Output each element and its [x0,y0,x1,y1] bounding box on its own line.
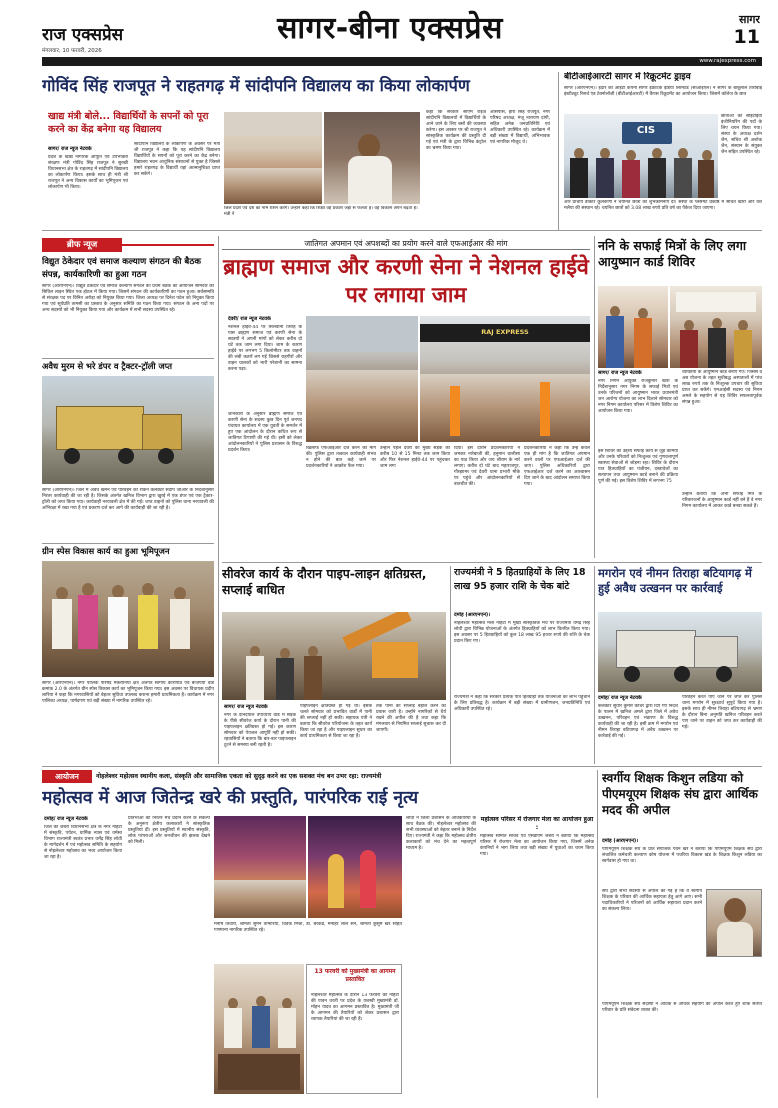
ayushman-headline: ननि के सफाई मित्रों के लिए लगा आयुष्मान कार्ड शिविर [598,238,747,269]
cis-logo-text: CIS [636,125,656,136]
mahotsav-kicker: नोहलेश्वर महोत्सव स्थानीय कला, संस्कृति और सामाजिक एकता को सुदृढ़ करने का एक सशक्त मंच बन उभर रहा: राज्यमंत्री [96,773,382,780]
cm-visit-body: नोहलेश्वर महोत्सव के दौरान 13 फरवरी को नोहटा की पावन धरती पर प्रदेश के यशस्वी मुख्यमंत्री डॉ. मोहन यादव का आगमन प्रस्तावित है। मुख्यमंत्री जी के आगमन की तैयारियों को लेकर प्रशासन द्वारा व्यापक तैयारियां की जा रही हैं। [311,993,399,1022]
shikshak-portrait [706,889,762,957]
mahotsav-photo-stage [214,816,306,918]
brief-headline-1: विद्युत ठेकेदार एवं समाज कल्याण संगठन की बैठक संपन्न, कार्यकारिणी का हुआ गठन [42,257,201,280]
mahotsav-label: आयोजन [42,770,92,783]
employment-box [480,816,594,1094]
sewer-photo [222,612,446,700]
magron-body-2: परिवहन करते पाए जाने पर जप्त कर पुलिस थाना मगरोन में सुरक्षार्थ सुपुर्द किया गया है। इसके साथ ही नीमन तिराहा बटियागढ़ से भ्रमण के दौरान बिना अनुमति खनिज परिवहन करते पाए जाने पर वाहन को जप्त कर कार्यवाही की गई। [682,695,762,730]
ayushman-byline: सागर/ राज न्यूज नेटवर्क [598,370,642,376]
lead-body-4: आसपास, हीरा सिंह राजपूत, नगर परिषद अध्यक्ष, मंजू नारायण दांगी, सहित अनेक जनप्रतिनिधि एवं अधिकारी उपस्थित रहे। कार्यक्रम में बड़ी संख्या में विद्यार्थी, अभिभावक एवं नागरिक मौजूद थे। [490,110,550,145]
sewer-body-1: नगर के दीनदयाल उपाध्याय वार्ड में सड़क के पीछे सीवरेज कार्य के दौरान पानी की पाइपलाइन क्षतिग्रस्त हो गई। इस कारण सोमवार को पेयजल आपूर्ति नहीं हो सकी। रहवासियों ने बताया कि बार-बार पाइपलाइन टूटने से समस्या बनी रहती है। [224,713,296,748]
rajya-byline: दमोह (आरएनएन)। [454,612,491,618]
lead-body-2: सांदीपनि विद्यालय के लोकार्पण के अवसर पर मंत्री श्री राजपूत ने कहा कि यह सांदीपनि विद्यालय विद्यार्थियों के सपनों को पूरा करने का केंद्र बनेगा। विद्यालय भवन आधुनिक संसाधनों से युक्त है जिससे हमारे राहतगढ़ के विद्यार्थी यहां आत्मानुशिक्षा प्राप्त कर सकेंगे। [134,142,220,177]
center-byline: देवरी/ राज न्यूज नेटवर्क [228,316,271,322]
lead-photo-stage [224,112,322,204]
recruitment-footer: और प्राचार्य डॉक्टर कुलकर्णी ने चयनित छात्रों को शुभकामनाएँ दी। संस्था के प्लेसमेंट प्रकोष्ठ में संचित खीरी और वंश मलैया की संस्थान रहे। चयनित छात्रों को 3.08 लाख रुपये प्रति वर्ष का पैकेज दिया जाएगा। [564,200,762,211]
sewer-headline: सीवरेज कार्य के दौरान पाइप-लाइन क्षतिग्रस्त, सप्लाई बाधित [222,566,427,597]
lead-subhead: खाद्य मंत्री बोले... विद्यार्थियों के सपनों को पूरा करने का केंद्र बनेगा यह विद्यालय [48,111,209,135]
employment-title: महोत्सव परिसर में रोजगार मेला का आयोजन हुआ : [480,816,594,831]
brief-body-1: सागर (आरएनएन)। विद्युत ठेकेदार एवं समाज कल्याण संगठन की प्रथम बैठक का आयोजन सोमवार को सिविल लाइन स्थित एक होटल में किया गया। जिसमें संगठन की कार्यकारिणी का गठन हुआ। सर्वसम्मति से संरक्षक पद पर विनित अरोड़ा को नियुक्त किया गया। जिला अध्यक्ष पर दिनेश पटेल को नियुक्त किया गया एवं सूर्यप्रति तामसी का प्रस्ताव के अनुसार समिति का गठन किया गया। संगठन के अन्य पदों पर अन्य सदस्यों को भी नियुक्त किया गया और कार्यक्रम में सभी सदस्य उपस्थित रहे। [42,284,214,313]
ayushman-body-1: नगर निगम आयुक्त राजकुमार खत्री के निर्देशानुसार नगर निगम के सफाई मित्रों एवं उनके परिजनों को आयुष्मान भारत प्रधानमंत्री जन आरोग्य योजना का लाभ दिलाने सोमवार को नगर निगम कार्यालय परिसर में विशेष शिविर का आयोजन किया गया। [598,379,678,414]
ayushman-body-2: इस शिविर का उद्देश्य सफाई कार्य से जुड़े कर्मियों और उनके परिवारों को निःशुल्क एवं गुणवत्तापूर्ण स्वास्थ्य सेवाओं से जोड़ना रहा। शिविर के दौरान पात्र हितग्राहियों का पंजीयन, दस्तावेजों का सत्यापन तथा आयुष्मान कार्ड बनाने की प्रक्रिया पूर्ण की गई। इस विशेष शिविर में लगभग 75 [598,449,678,484]
recruitment-photo [564,114,718,198]
lead-body-3: कहा कि सरकार सीएम राइज़ सांदीपनि विद्यालयों में विद्यार्थियों के आने जाने के लिए बसों की व्यवस्था करेगा। इस अवसर पर श्री राजपूत ने सांस्कृतिक कार्यक्रम की प्रस्तुति दी गई एवं मंत्री के द्वारा विभिन्न कंट्रोल का भ्रमण किया गया। [426,110,486,151]
shikshak-headline: स्वर्गीय शिक्षक किशुन लडिया को पीएमयूएम शिक्षक संघ द्वारा आर्थिक मदद की अपील [602,771,758,817]
brief-photo-truck [42,376,214,484]
center-kicker: जातिगत अपमान एवं अपशब्दों का प्रयोग करने वाले एफआईआर की मांग [222,238,590,250]
edition-title: सागर-बीना एक्सप्रेस [277,11,503,46]
magron-byline: दमोह/ राज न्यूज नेटवर्क [598,695,642,701]
brief-photo-bhoomipujan [42,561,214,677]
lead-byline: सागर/ राज न्यूज नेटवर्क [48,146,92,152]
magron-headline: मगरोन एवं नीमन तिराहा बटियागढ़ में हुई अवैध उत्खनन पर कार्रवाई [598,566,752,595]
mahotsav-body-2: प्रतिभाओं को निरंतर मंच प्रदान करने के संकल्प के अनुरूप क्षेत्रीय कलाकारों ने सांस्कृतिक प्रस्तुतियां दीं। इस प्रस्तुतियों में स्थानीय संस्कृति, लोक परंपराओं और जनजीवन की झलक देखने को मिली। [128,816,210,845]
lead-body-1: प्रदेश के खाद्य नागरिक आपूर्ति एवं उपभोक्ता संरक्षण मंत्री गोविंद सिंह राजपूत ने सुरखी विधानसभा क्षेत्र के राहतगढ़ में सांदीपनि विद्यालय का लोकार्पण किया। इसके साथ ही मंत्री श्री राजपूत ने अन्य विकास कार्यों का भूमिपूजन एवं लोकार्पण भी किया। [48,155,128,190]
sewer-body-3: तक पानी की सप्लाई बहाल करने का प्रयास जारी है। उन्होंने नागरिकों से धैर्य रखने की अपील की है तथा कहा कि मंगलवार से नियमित सप्लाई सुचारू कर दी जाएगी। [376,704,446,733]
shikshak-body-2: संघ द्वारा सभी सदस्यों से अपील की गई है कि वे स्वर्गीय शिक्षक के परिवार की आर्थिक सहायता हेतु आगे आएं। सभी पदाधिकारियों ने परिजनों को आर्थिक सहायता प्रदान करने का संकल्प लिया। [602,889,702,912]
lead-photo-speaker [324,112,420,204]
center-headline: ब्राह्मण समाज और करणी सेना ने नेशनल हाईवे पर लगाया जाम [223,255,589,308]
brief-news-label: ब्रीफ न्यूज [42,238,122,252]
center-body-c1: खिलाफ एफआईआर दर्ज करने की मांग की। पुलिस द्वारा तत्काल कार्यवाही संभव न होने की बात कहे जाने पर प्रदर्शनकारियों ने आक्रोश फैल गया। [306,446,376,469]
center-photo-highway [420,316,590,442]
center-body-3: दिया। इस दौरान प्रदर्शनकारियों ने जमकर नारेबाजी की, हनुमान चालीसा का पाठ किया और जय श्रीराम के नारे लगाए। करीब दो घंटे बाद महाराजपुर, गौरझामर एवं देवरी थाना प्रभारी मौके पर पहुंचे और आंदोलनकारियों से बातचीत की। [454,446,520,487]
brief-headline-2: अवैध मुरम से भरे डंपर व ट्रैक्टर-ट्रॉली जप्त [42,361,173,371]
ayushman-body-4: उन्होंने बताया कि अभी सफाई मित्र के परिवारजनों के आयुष्मान कार्ड नहीं बने हैं वे नगर निगम कार्यालय में आकर कार्ड बनवा सकते हैं। [682,492,762,509]
ayushman-body-3: व्यक्तियों के आयुष्मान कार्ड बनाए गए। जिससे वे अब योजना के तहत सूचीबद्ध अस्पतालों में पांच लाख रुपये तक के निःशुल्क उपचार की सुविधा प्राप्त कर सकेंगे। एमआईसी सदस्य एवं निगम अमले के सहयोग से यह शिविर सफलतापूर्वक संपन्न हुआ। [682,370,762,405]
ayushman-photo-queue [598,286,668,368]
recruitment-side-text: छात्राओं को सीईटीईवी इंजीनियरिंग की पदों के लिए चयन किया गया। संस्था के अध्यक्ष दर्शन जैन, सचिव श्री अशोक जैन, संस्थान के संयुक्त जैन सहित उपस्थित रहे। [721,114,762,155]
mahotsav-body-1: जिले की जबेरा विधानसभा क्षेत्र के नगर नोहटा में संस्कृति, पर्यटन, धार्मिक न्यास एवं धर्मस्व विभाग राज्यमंत्री स्वतंत्र प्रभार धर्मेंद्र सिंह लोधी के मार्गदर्शन में एवं महोत्सव समिति के सहयोग से नोहलेश्वर महोत्सव का भव्य आयोजन किया जा रहा है। [44,825,122,860]
recruitment-headline: बीटीआईआरटी सागर में रिक्रूटमेंट ड्राइव [564,72,691,82]
page-number: 11 [733,26,760,48]
masthead [0,0,778,62]
magron-photo-truck [598,612,762,692]
magron-body-1: कलेक्टर सुधीर कुमार कोचर द्वारा दिए गए निर्देश के पालन में खनिज अमले द्वारा जिले में अवैध उत्खनन, परिवहन एवं भंडारण के विरुद्ध कार्यवाही की जा रही है। इसी क्रम में मगरोन एवं नीमन तिराहा बटियागढ़ में अवैध उत्खनन पर कार्रवाई की गई। [598,704,678,739]
cm-visit-box [306,964,402,1094]
center-body-2: जानकारी के अनुसार ब्राह्मण समाज एवं करणी सेना के सदस्य कुछ दिन पूर्व जनपद पंचायत कार्यालय में एक युवती के समर्थन में हुए एक आंदोलन के दौरान कथित रूप से जातिगत टिप्पणी की गई थी। इसी को लेकर आंदोलनकारियों ने पुलिस प्रशासन के विरुद्ध प्रदर्शन किया। [228,412,302,453]
cm-visit-title: 13 फरवरी को मुख्यमंत्री का आगमन प्रस्तावित [314,968,396,983]
brief-headline-3: ग्रीन स्पेस विकास कार्य का हुआ भूमिपूजन [42,546,170,556]
mahotsav-body-c1: मनीष तिवारी, श्रीमती सुमन तामोरिया, विवेक मिश्रा, डॉ. बरकंडे, मनोहर लाल सेन, श्रीमती कुसुम खरे सहित गणमान्य नागरिक उपस्थित रहे। [214,922,402,933]
employment-body: महोत्सव समिति सचिव एवं एसडीएम जबेरा ने बताया कि महोत्सव परिसर में रोजगार मेला का आयोजन किया गया, जिसमें अनेक कंपनियों ने भाग लिया तथा बड़ी संख्या में युवाओं का चयन किया गया। [480,834,594,857]
issue-date: मंगलवार, 10 फरवरी, 2026 [42,48,102,54]
center-body-1: नेशनल हाईवे-44 पर सिलवानी तिराहे के पास ब्राह्मण समाज एवं करणी सेना के सदस्यों ने अपनी मांगों को लेकर करीब दो घंटे तक जाम लगा दिया। जाम के कारण हाईवे पर लगभग 5 किलोमीटर तक वाहनों की लंबी कतारें लग गईं जिससे राहगीरों और वाहन चालकों को भारी परेशानी का सामना करना पड़ा। [228,325,302,372]
recruitment-body: सागर (आरएनएन)। इंदौर की आईटी कंपनी सागर इंफ्राटेक इंडिया लिमिटेड (सीआईएल) ने सागर के बाबूलाल ताराबाई इंस्टीट्यूट रिसर्च एंड टेक्नोलॉजी (बीटीआईआरटी) में कैंपस रिक्रूटमेंट का आयोजन किया। जिसमें कॉलेज के छात्र [564,86,762,97]
center-photo-protest [306,316,418,442]
brief-body-3: सागर (आरएनएन)। नगर पालिक परिषद मकरोनिया क्षेत्र अंतर्गत स्वर्गीय कारीपीठ एवं बाजपेयी वार्ड क्रमांक 2.0 के अंतर्गत ग्रीन स्पेस विकास कार्य का भूमिपूजन किया गया। इस अवसर पर विधायक प्रदीप लारिया ने कहा कि नगरवासियों को बेहतर सुविधा उपलब्ध कराना हमारी प्राथमिकता है। कार्यक्रम में नगर पालिका अध्यक्ष, पार्षदगण एवं बड़ी संख्या में नागरिक उपस्थित रहे। [42,681,214,704]
mahotsav-photo-meeting [214,964,304,1094]
mahotsav-byline: दमोह/ राज न्यूज नेटवर्क [44,816,88,822]
banner-text: RAJ EXPRESS [481,328,529,336]
ayushman-photo-camp [670,286,762,368]
rajya-body-1: नोहलेश्वर महोत्सव मेला नोहटा में मुख्य सांस्कृतिक मंच पर राज्यमंत्री धर्मेंद्र सिंह लोधी द्वारा विभिन्न योजनाओं के अंतर्गत हितग्राहियों को लाभ वितरित किया गया। इस अवसर पर 5 हितग्राहियों को कुल 18 लाख 95 हजार रुपये की राशि के चेक प्रदान किए गए। [454,621,590,644]
website-label: www.rajexpress.com [699,58,756,64]
shikshak-body-3: पीएमयूएम शिक्षक संघ सदस्यों ने अधिक से अधिक सहयोग की अपील करते हुए शोक संतप्त परिवार के प्रति संवेदना व्यक्त की। [602,1002,762,1013]
shikshak-body-1: पीएमयूएम शिक्षक संघ के प्रांत संयोजक पवन खरे ने बताया कि पीएमयूएम शिक्षक संघ द्वारा संचालित कर्मचारी कल्याण कोष योजना में पथरिया विकास खंड के शिक्षक किशुन लडिया का स्वर्गवास हो गया था। [602,847,762,864]
brief-body-2: सागर (आरएनएन)। जिले में अवैध खनन एवं परिवहन को रोकने कलेक्टर संदीप जीआर के निर्देशानुसार निरंतर कार्यवाही की जा रही है। जिसके अंतर्गत खनिज विभाग द्वारा खुरई में एक डंपर एवं एक ट्रैक्टर-ट्रॉली को जप्त किया गया। कार्यवाही नरयावली क्षेत्र में की गई। जप्त वाहनों को पुलिस थाना नरयावली की अभिरक्षा में रखा गया है एवं प्रकरण दर्ज कर आगे की कार्यवाही की जा रही है। [42,488,214,511]
lead-headline: गोविंद सिंह राजपूत ने राहतगढ़ में सांदीपनि विद्यालय का किया लोकार्पण [42,76,470,95]
rajya-headline: राज्यमंत्री ने 5 हितग्राहियों के लिए 18 लाख 95 हजार राशि के चेक बांटे [454,567,586,592]
mahotsav-photo-dance [308,816,402,918]
center-body-c2: उन्होंने पहले देवरी की मुख्य सड़क को करीब 10 से 15 मिनट तक जाम किया और फिर नेशनल हाईवे-44 पर पहुंचकर जाम लगा [380,446,450,469]
paper-name: राज एक्सप्रेस [42,25,124,45]
masthead-rule [42,57,762,66]
shikshak-byline: दमोह (आरएनएन)। [602,838,639,844]
sewer-byline: सागर/ राज न्यूज नेटवर्क [224,704,268,710]
mahotsav-headline: महोत्सव में आज जितेन्द्र खरे की प्रस्तुति, पारंपरिक राई नृत्य [42,788,419,808]
sewer-body-2: पाइपलाइन क्षतिग्रस्त हो गई थी। इसके चलते सोमवार को प्रभावित वार्डों में पानी की सप्लाई नहीं हो सकी। सहायक यंत्री ने बताया कि सीवरेज परियोजना के तहत कार्य किया जा रहा है और पाइपलाइन सुधार का कार्य प्राथमिकता से किया जा रहा है। [300,704,372,739]
lead-photo-caption: जिले प्रदेश एवं देश का नाम रोशन करेंगे। उन्होंने कहा कि शिक्षा वह प्रकाश जहां से फैलता है। वह विकास अपने बढ़ता है। मंत्री ने [224,206,418,217]
rajya-body-2: राज्यमंत्री ने कहा कि सरकार प्रत्येक पात्र हितग्राही तक योजनाओं का लाभ पहुंचाने के लिए प्रतिबद्ध है। कार्यक्रम में बड़ी संख्या में ग्रामीणजन, जनप्रतिनिधि एवं अधिकारी उपस्थित रहे। [454,695,590,712]
mahotsav-body-3: लोधी ने जिला प्रशासन के अधिकारियों के साथ बैठक की। नोहलेश्वर महोत्सव की सभी व्यवस्थाओं को बेहतर बनाने के निर्देश दिए। राज्यमंत्री ने कहा कि महोत्सव क्षेत्रीय कलाकारों को मंच देने का महत्वपूर्ण माध्यम है। [406,816,476,851]
page-city: सागर [739,13,760,26]
center-body-4: प्रदर्शनकारियों ने कहा कि उन्हें केवल एक ही मांग है कि जातिगत अपमान करने वालों पर एफआईआर दर्ज की जाए। पुलिस अधिकारियों द्वारा एफआईआर दर्ज करने का आश्वासन दिए जाने के बाद आंदोलन समाप्त किया गया। [524,446,590,487]
